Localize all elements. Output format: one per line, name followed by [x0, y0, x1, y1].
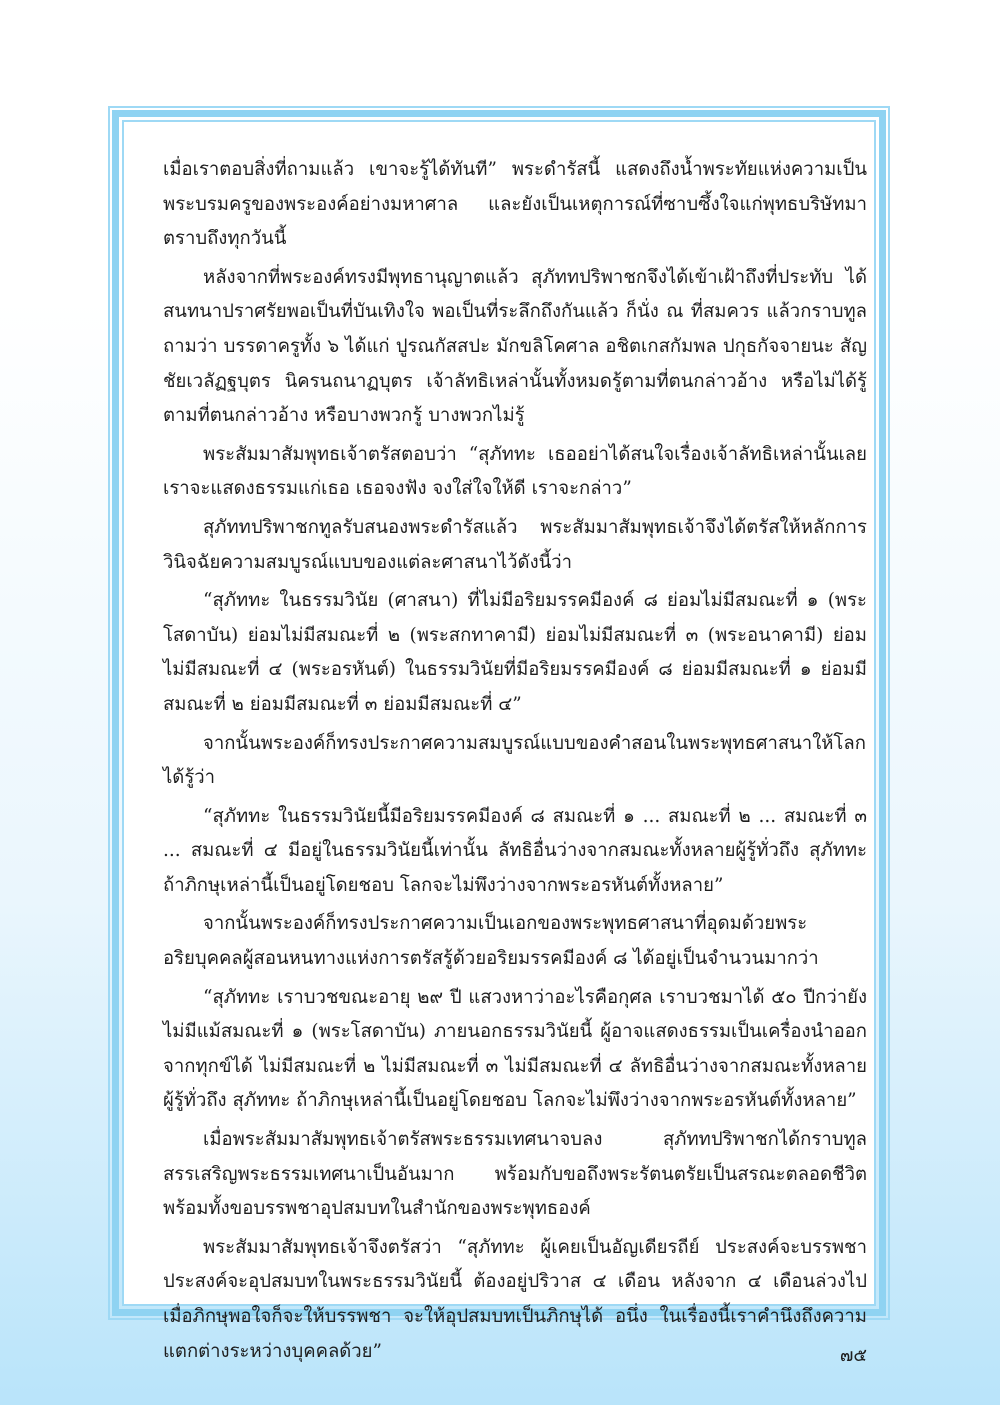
paragraph-1: เมื่อเราตอบสิ่งที่ถามแล้ว เขาจะรู้ได้ทันที” พระดำรัสนี้ แสดงถึงน้ำพระทัยแห่งความเป็นพระบรมครูของพระองค์อย่างมหาศาล และยังเป็นเหตุการณ์ที่ซาบซึ้งใจแก่พุทธบริษัทมาตราบถึงทุกวันนี้ — [163, 159, 867, 250]
paragraph-10: เมื่อพระสัมมาสัมพุทธเจ้าตรัสพระธรรมเทศนาจบลง สุภัททปริพาชกได้กราบทูลสรรเสริญพระธรรมเทศนาเป็นอันมาก พร้อมกับขอถึงพระรัตนตรัยเป็นสรณะตลอดชีวิต พร้อมทั้งขอบรรพชาอุปสมบทในสำนักของพระพุทธองค์ — [163, 1129, 867, 1220]
paragraph-11: พระสัมมาสัมพุทธเจ้าจึงตรัสว่า “สุภัททะ ผู้เคยเป็นอัญเดียรถีย์ ประสงค์จะบรรพชา ประสงค์จะอุปสมบทในพระธรรมวินัยนี้ ต้องอยู่ปริวาส ๔ เดือน หลังจาก ๔ เดือนล่วงไป เมื่อภิกษุพอใจก็จะให้บรรพชา จะให้อุปสมบทเป็นภิกษุได้ อนึ่ง ในเรื่องนี้เราคำนึงถึงความแตกต่างระหว่างบุคคลด้วย” — [163, 1236, 867, 1362]
paragraph-7: “สุภัททะ ในธรรมวินัยนี้มีอริยมรรคมีองค์ ๘ สมณะที่ ๑ ... สมณะที่ ๒ ... สมณะที่ ๓ ... สมณะที่ ๔ มีอยู่ในธรรมวินัยนี้เท่านั้น ลัทธิอื่นว่างจากสมณะทั้งหลายผู้รู้ทั่วถึง สุภัททะ ถ้าภิกษุเหล่านี้เป็นอยู่โดยชอบ โลกจะไม่พึงว่างจากพระอรหันต์ทั้งหลาย” — [163, 805, 867, 896]
document-body — [163, 153, 867, 1373]
page-number: ๗๕ — [839, 1345, 867, 1366]
paragraph-2: หลังจากที่พระองค์ทรงมีพุทธานุญาตแล้ว สุภัททปริพาชกจึงได้เข้าเฝ้าถึงที่ประทับ ได้สนทนาปราศรัยพอเป็นที่บันเทิงใจ พอเป็นที่ระลึกถึงกันแล้ว ก็นั่ง ณ ที่สมควร แล้วกราบทูลถามว่า บรรดาครูทั้ง ๖ ได้แก่ ปูรณกัสสปะ มักขลิโคศาล อชิตเกสกัมพล ปกุธกัจจายนะ สัญชัยเวลัฏฐบุตร นิครนถนาฏบุตร เจ้าลัทธิเหล่านั้นทั้งหมดรู้ตามที่ตนกล่าวอ้าง หรือไม่ได้รู้ตามที่ตนกล่าวอ้าง หรือบางพวกรู้ บางพวกไม่รู้ — [163, 266, 867, 427]
paragraph-3: พระสัมมาสัมพุทธเจ้าตรัสตอบว่า “สุภัททะ เธออย่าได้สนใจเรื่องเจ้าลัทธิเหล่านั้นเลย เราจะแสดงธรรมแก่เธอ เธอจงฟัง จงใส่ใจให้ดี เราจะกล่าว” — [163, 443, 867, 500]
paragraph-6: จากนั้นพระองค์ก็ทรงประกาศความสมบูรณ์แบบของคำสอนในพระพุทธศาสนาให้โลกได้รู้ว่า — [163, 732, 866, 789]
paragraph-4: สุภัททปริพาชกทูลรับสนองพระดำรัสแล้ว พระสัมมาสัมพุทธเจ้าจึงได้ตรัสให้หลักการวินิจฉัยความสมบูรณ์แบบของแต่ละศาสนาไว้ดังนี้ว่า — [163, 516, 867, 573]
paragraph-9: “สุภัททะ เราบวชขณะอายุ ๒๙ ปี แสวงหาว่าอะไรคือกุศล เราบวชมาได้ ๕๐ ปีกว่ายังไม่มีแม้สมณะที่ ๑ (พระโสดาบัน) ภายนอกธรรมวินัยนี้ ผู้อาจแสดงธรรมเป็นเครื่องนำออกจากทุกข์ได้ ไม่มีสมณะที่ ๒ ไม่มีสมณะที่ ๓ ไม่มีสมณะที่ ๔ ลัทธิอื่นว่างจากสมณะทั้งหลายผู้รู้ทั่วถึง สุภัททะ ถ้าภิกษุเหล่านี้เป็นอยู่โดยชอบ โลกจะไม่พึงว่างจากพระอรหันต์ทั้งหลาย” — [163, 986, 867, 1112]
paragraph-8: จากนั้นพระองค์ก็ทรงประกาศความเป็นเอกของพระพุทธศาสนาที่อุดมด้วยพระอริยบุคคลผู้สอนหนทางแห่งการตรัสรู้ด้วยอริยมรรคมีองค์ ๘ ได้อยู่เป็นจำนวนมากว่า — [163, 913, 819, 970]
paragraph-5: “สุภัททะ ในธรรมวินัย (ศาสนา) ที่ไม่มีอริยมรรคมีองค์ ๘ ย่อมไม่มีสมณะที่ ๑ (พระโสดาบัน) ย่อมไม่มีสมณะที่ ๒ (พระสกทาคามี) ย่อมไม่มีสมณะที่ ๓ (พระอนาคามี) ย่อมไม่มีสมณะที่ ๔ (พระอรหันต์) ในธรรมวินัยที่มีอริยมรรคมีองค์ ๘ ย่อมมีสมณะที่ ๑ ย่อมมีสมณะที่ ๒ ย่อมมีสมณะที่ ๓ ย่อมมีสมณะที่ ๔” — [163, 590, 867, 715]
